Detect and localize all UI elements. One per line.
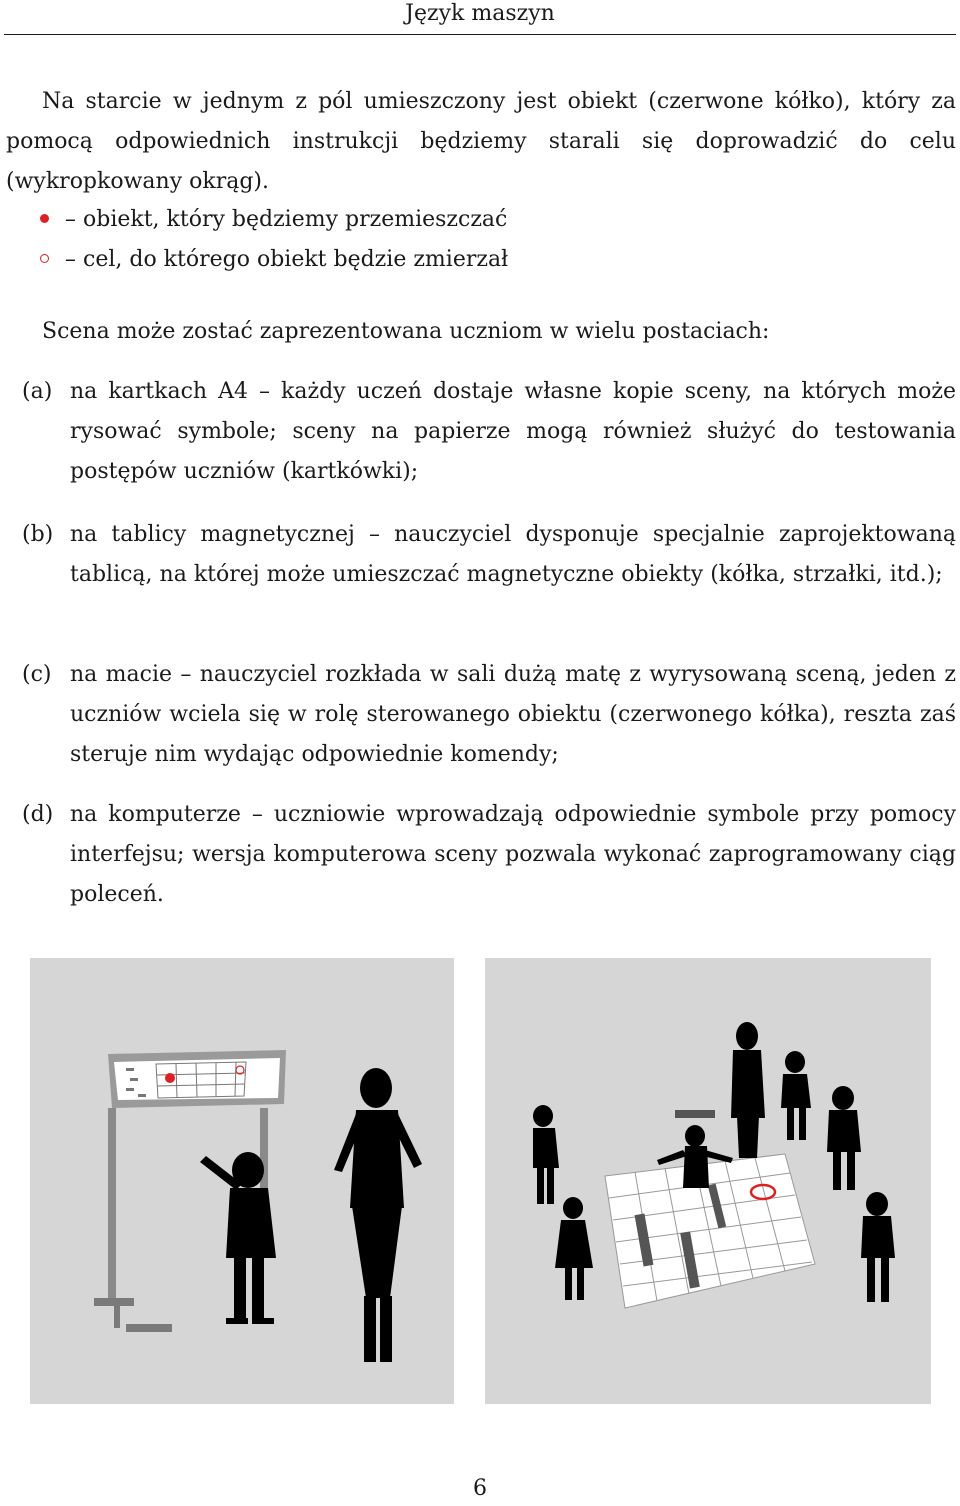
legend-target xyxy=(40,240,508,280)
list-text: na komputerze – uczniowie wprowadzają odpowiednie symbole przy pomocy interfejsu; wersja komputerowa sceny pozwala wykonać zaprogramowany ciąg poleceń. xyxy=(70,802,956,907)
red-object-marker xyxy=(165,1073,175,1083)
red-filled-dot-icon xyxy=(40,214,49,223)
whiteboard xyxy=(108,1050,286,1108)
mat-illustration xyxy=(485,958,931,1404)
intro-paragraph: Na starcie w jednym z pól umieszczony jest obiekt (czerwone kółko), który za pomocą odpowiednich instrukcji będziemy starali się doprowadzić do celu (wykropkowany okrąg). xyxy=(6,89,956,194)
list-item-c xyxy=(0,655,956,775)
list-label: (b) xyxy=(22,522,54,547)
whiteboard-illustration xyxy=(30,958,454,1404)
list-text: na tablicy magnetycznej – nauczyciel dysponuje specjalnie zaprojektowaną tablicą, na której może umieszczać magnetyczne obiekty (kółka, strzałki, itd.); xyxy=(70,522,956,587)
list-text: na kartkach A4 – każdy uczeń dostaje własne kopie sceny, na których może rysować symbole; sceny na papierze mogą również służyć do testowania postępów uczniów (kartkówki); xyxy=(70,379,956,484)
list-label: (d) xyxy=(22,802,54,827)
list-item-a xyxy=(0,372,956,492)
page-number: 6 xyxy=(473,1476,487,1501)
list-label: (c) xyxy=(22,662,52,687)
header-rule xyxy=(4,34,956,35)
list-label: (a) xyxy=(22,379,53,404)
legend-object-text: – obiekt, który będziemy przemieszczać xyxy=(65,207,508,232)
legend-target-text: – cel, do którego obiekt będzie zmierzał xyxy=(65,247,509,272)
red-open-circle-icon xyxy=(40,254,49,263)
running-header: Język maszyn xyxy=(405,1,555,26)
list-item-b xyxy=(0,515,956,595)
list-item-d xyxy=(0,795,956,915)
legend-object xyxy=(40,200,507,240)
scene-intro: Scena może zostać zaprezentowana uczniom w wielu postaciach: xyxy=(42,319,770,344)
list-text: na macie – nauczyciel rozkłada w sali dużą matę z wyrysowaną sceną, jeden z uczniów wciela się w rolę sterowanego obiektu (czerwonego kółka), reszta zaś steruje nim wydając odpowiednie komendy; xyxy=(70,662,956,767)
